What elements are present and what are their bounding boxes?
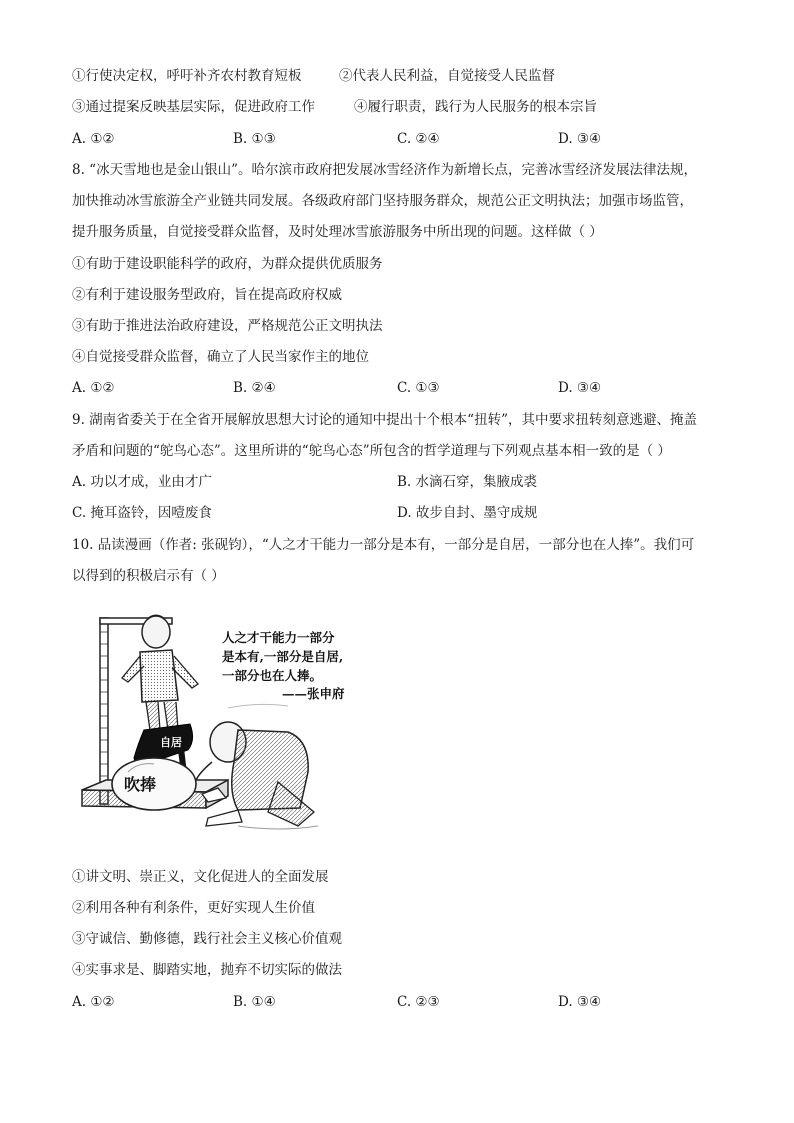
q7-option-b: B. ①③: [233, 131, 276, 147]
q8-statement-4: ④自觉接受群众监督，确立了人民当家作主的地位: [72, 349, 369, 365]
q8-stem-line-3: 提升服务质量，自觉接受群众监督，及时处理冰雪旅游服务中所出现的问题。这样做（ ）: [72, 224, 603, 240]
q8-statement-2: ②有利于建设服务型政府，旨在提高政府权威: [72, 287, 342, 303]
q10-stem-line-2: 以得到的积极启示有（ ）: [72, 568, 225, 584]
caption-line-3: 一部分也在人捧。: [222, 668, 323, 683]
q9-stem-line-2: 矛盾和问题的“鸵鸟心态”。这里所讲的“鸵鸟心态”所包含的哲学道理与下列观点基本相一致的是（ ）: [72, 443, 671, 459]
q8-option-c: C. ①③: [397, 380, 440, 396]
q10-option-d: D. ③④: [558, 994, 602, 1010]
q10-statement-1: ①讲文明、崇正义，文化促进人的全面发展: [72, 869, 329, 885]
q10-option-a: A. ①②: [72, 994, 115, 1010]
q8-statement-3: ③有助于推进法治政府建设，严格规范公正文明执法: [72, 318, 383, 334]
q7-option-d: D. ③④: [558, 131, 602, 147]
q8-option-d: D. ③④: [558, 380, 602, 396]
caption-line-1: 人之才干能力一部分: [222, 630, 335, 645]
caption-attribution: ——张申府: [282, 686, 345, 701]
q9-option-b: B. 水滴石穿，集腋成裘: [397, 474, 538, 490]
q8-option-a: A. ①②: [72, 380, 115, 396]
q7-option-a: A. ①②: [72, 131, 115, 147]
q7-statement-2: ②代表人民利益，自觉接受人民监督: [339, 68, 555, 84]
inflated-ball: [112, 758, 196, 810]
q10-statement-3: ③守诚信、勤修德，践行社会主义核心价值观: [72, 931, 342, 947]
cartoon-illustration: [78, 612, 378, 844]
q7-statement-1: ①行使决定权，呼吁补齐农村教育短板: [72, 68, 302, 84]
q9-option-d: D. 故步自封、墨守成规: [397, 505, 538, 521]
q10-stem-line-1: 10. 品读漫画（作者: 张砚钧），“人之才干能力一部分是本有，一部分是自居，一部分也在人捧”。我们可: [72, 537, 695, 553]
q9-option-a: A. 功以才成，业由才广: [72, 474, 212, 490]
q10-statement-2: ②利用各种有利条件，更好实现人生价值: [72, 900, 315, 916]
q10-statement-4: ④实事求是、脚踏实地，抛弃不切实际的做法: [72, 962, 342, 978]
q10-option-c: C. ②③: [397, 994, 440, 1010]
shoe-label: 自居: [160, 736, 182, 749]
q8-statement-1: ①有助于建设职能科学的政府，为群众提供优质服务: [72, 256, 383, 272]
q8-option-b: B. ②④: [233, 380, 276, 396]
q10-option-b: B. ①④: [233, 994, 276, 1010]
ball-label: 吹捧: [124, 775, 157, 794]
q7-statement-4: ④履行职责，践行为人民服务的根本宗旨: [354, 99, 597, 115]
standing-man: [122, 615, 198, 730]
q7-option-c: C. ②④: [397, 131, 440, 147]
q8-stem-line-1: 8. “冰天雪地也是金山银山”。哈尔滨市政府把发展冰雪经济作为新增长点，完善冰雪经济发展法律法规，: [72, 162, 697, 178]
q9-option-c: C. 掩耳盗铃，因噎废食: [72, 505, 212, 521]
q7-statement-3: ③通过提案反映基层实际，促进政府工作: [72, 99, 315, 115]
q8-stem-line-2: 加快推动冰雪旅游全产业链共同发展。各级政府部门坚持服务群众，规范公正文明执法；加强市场监管，: [72, 193, 693, 209]
caption-line-2: 是本有,一部分是自居,: [222, 649, 344, 664]
q9-stem-line-1: 9. 湖南省委关于在全省开展解放思想大讨论的通知中提出十个根本“扭转”，其中要求扭转刻意逃避、掩盖: [72, 412, 697, 428]
kneeling-man: [196, 722, 314, 826]
cartoon-caption: [222, 630, 345, 701]
